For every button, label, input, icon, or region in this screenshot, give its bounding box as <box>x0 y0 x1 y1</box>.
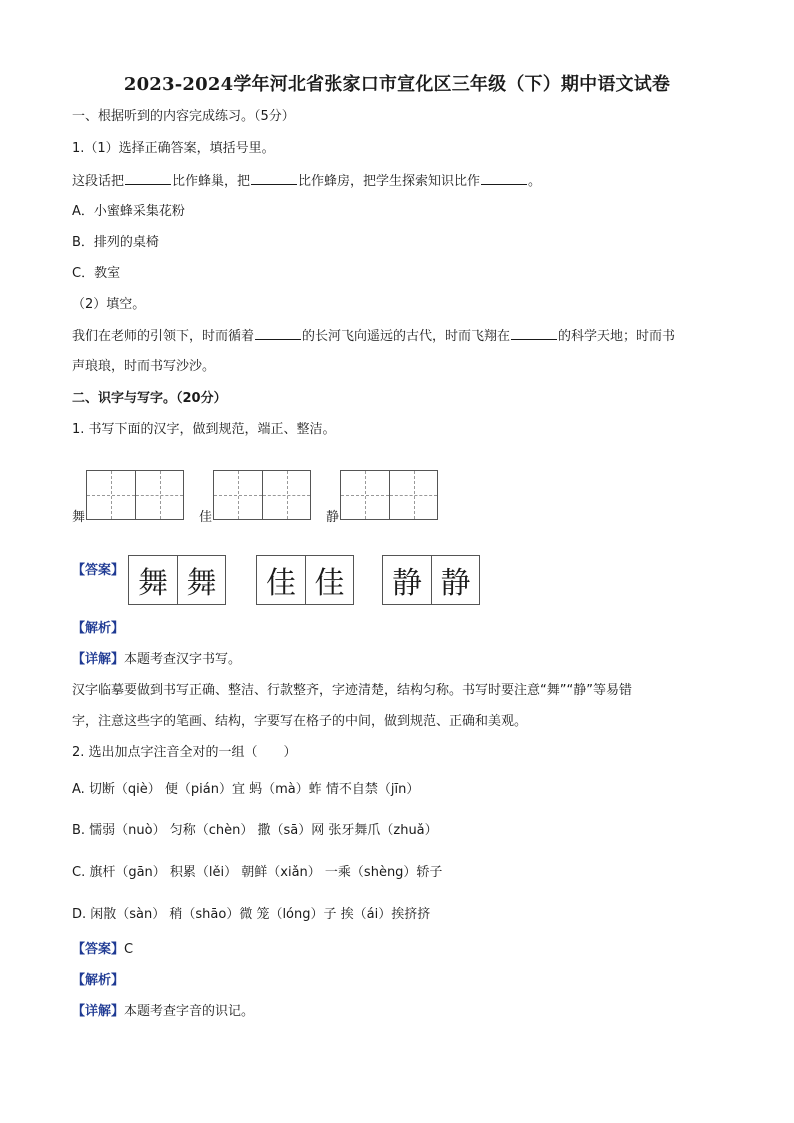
answer-tag: 【答案】 <box>72 563 125 578</box>
grid-cell[interactable] <box>214 471 262 519</box>
detail-2-tag: 【详解】 <box>72 1004 125 1019</box>
answer-blank[interactable] <box>125 172 171 185</box>
answer-char: 佳 <box>305 556 353 604</box>
answer-grid-jia <box>256 555 354 605</box>
answer-2-value: C <box>124 942 134 957</box>
question-1-intro: 1.（1）选择正确答案，填括号里。 <box>72 141 275 156</box>
sentence-part: 比作蜂房，把学生探索知识比作 <box>298 174 481 189</box>
answer-2-line <box>72 941 133 959</box>
answer-2-tag: 【答案】 <box>72 942 125 957</box>
grid-cell[interactable] <box>262 471 310 519</box>
writing-grid-wu[interactable] <box>86 470 184 520</box>
question-1-sentence <box>72 172 541 191</box>
detail-text: 本题考查汉字书写。 <box>124 652 242 667</box>
sentence-part: 的长河飞向遥远的古代，时而飞翔在 <box>302 329 511 344</box>
option-c: C．教室 <box>72 266 121 281</box>
detail-line <box>72 651 241 669</box>
answer-blank[interactable] <box>251 172 297 185</box>
grid-cell[interactable] <box>341 471 389 519</box>
choice-d: D. 闲散（sàn） 稍（shāo）微 笼（lóng）子 挨（ái）挨挤挤 <box>72 907 431 922</box>
page-title: 2023-2024学年河北省张家口市宣化区三年级（下）期中语文试卷 <box>123 74 671 95</box>
pinyin-question: 2. 选出加点字注音全对的一组（ ） <box>72 745 297 760</box>
answer-char: 静 <box>431 556 479 604</box>
answer-grid-jing <box>382 555 480 605</box>
sentence-part: 我们在老师的引领下，时而循着 <box>72 329 255 344</box>
sentence-part: 。 <box>528 174 542 189</box>
answer-blank[interactable] <box>511 327 557 340</box>
explanation-line-2: 字，注意这些字的笔画、结构，字要写在格子的中间，做到规范、正确和美观。 <box>72 714 528 729</box>
sentence-part: 比作蜂巢，把 <box>172 174 251 189</box>
analysis-2-tag: 【解析】 <box>72 973 125 988</box>
question-2-intro: （2）填空。 <box>72 297 146 312</box>
answer-blank[interactable] <box>481 172 527 185</box>
choice-b: B. 懦弱（nuò） 匀称（chèn） 撒（sā）网 张牙舞爪（zhuǎ） <box>72 823 438 838</box>
detail-2-text: 本题考查字音的识记。 <box>124 1004 255 1019</box>
grid-cell[interactable] <box>389 471 437 519</box>
choice-c: C. 旗杆（gān） 积累（lěi） 朝鲜（xiǎn） 一乘（shèng）轿子 <box>72 865 443 880</box>
section-1-heading: 一、根据听到的内容完成练习。（5分） <box>72 109 295 124</box>
question-2-line-2: 声琅琅，时而书写沙沙。 <box>72 359 216 374</box>
sentence-part: 这段话把 <box>72 174 125 189</box>
writing-question: 1. 书写下面的汉字，做到规范，端正、整洁。 <box>72 422 336 437</box>
option-b: B．排列的桌椅 <box>72 235 159 250</box>
grid-cell[interactable] <box>87 471 135 519</box>
grid-label-wu: 舞 <box>72 510 86 525</box>
detail-2-line <box>72 1003 254 1021</box>
writing-grid-jing[interactable] <box>340 470 438 520</box>
grid-cell[interactable] <box>135 471 183 519</box>
answer-char: 佳 <box>266 566 296 601</box>
analysis-tag: 【解析】 <box>72 621 125 636</box>
answer-grid-wu <box>128 555 226 605</box>
detail-tag: 【详解】 <box>72 652 125 667</box>
sentence-part: 的科学天地；时而书 <box>558 329 676 344</box>
answer-char: 舞 <box>138 566 168 601</box>
answer-char: 静 <box>392 566 422 601</box>
explanation-line-1: 汉字临摹要做到书写正确、整洁、行款整齐，字迹清楚，结构匀称。书写时要注意“舞”“静”等易错 <box>72 683 632 698</box>
choice-a: A. 切断（qiè） 便（pián）宜 蚂（mà）蚱 情不自禁（jīn） <box>72 782 420 797</box>
question-2-line-1 <box>72 327 675 346</box>
answer-blank[interactable] <box>255 327 301 340</box>
section-2-heading: 二、识字与写字。（20分） <box>72 391 227 406</box>
option-a: A．小蜜蜂采集花粉 <box>72 204 185 219</box>
answer-char: 舞 <box>177 556 225 604</box>
grid-label-jia: 佳 <box>199 510 213 525</box>
grid-label-jing: 静 <box>326 510 340 525</box>
writing-grid-jia[interactable] <box>213 470 311 520</box>
